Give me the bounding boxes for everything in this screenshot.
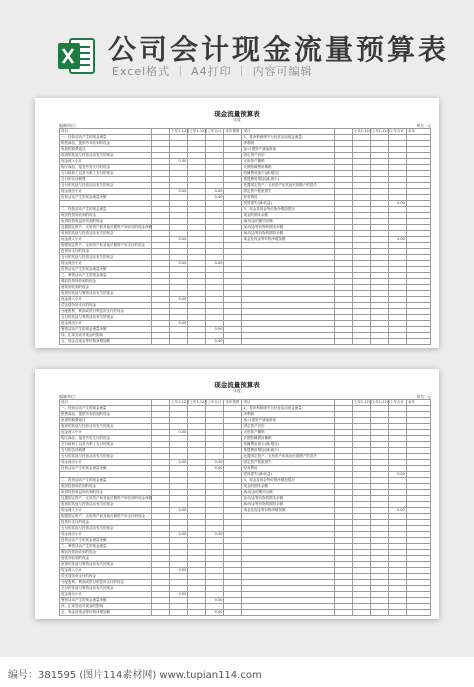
table-cell: 分配股利、利润或偿付利息所支付的现金: [60, 580, 152, 586]
table-cell: 偿还债务所支付的现金: [60, 574, 152, 580]
table-cell: 支付的其他与投资活动有关的现金: [60, 255, 152, 261]
table-cell: 减:现金等价物的期初余额: [242, 231, 334, 237]
table-cell: 现金流入小计: [60, 430, 152, 436]
table-cell: 投资损失(减:收益): [242, 201, 334, 207]
table-cell: 现金流入小计: [60, 237, 152, 243]
column-header: 本年: [406, 400, 430, 406]
table-cell: 0.00: [206, 610, 224, 616]
table-cell: 0.00: [170, 508, 188, 514]
table-cell: 投资损失(减:收益): [242, 472, 334, 478]
column-header: 上年合计: [206, 400, 224, 406]
table-cell: 收到的其他与筹资活动有关的现金: [60, 291, 152, 297]
table-cell: 收回投资所收到的现金: [60, 213, 152, 219]
column-header: 上年1-12月: [353, 400, 373, 404]
table-cell: 加:现金等价物的期末余额: [242, 496, 334, 502]
table-cell: [224, 339, 242, 345]
table-cell: [352, 339, 370, 345]
column-header: 项目: [242, 400, 334, 406]
column-header: 上年1-12月: [171, 400, 190, 404]
table-cell: 现金流入小计: [60, 568, 152, 574]
table-cell: 3、现金及现金等价物净增加情况: [242, 207, 334, 213]
table-cell: 二、投资活动产生的现金流量: [60, 478, 152, 484]
table-cell: 收到的其他与筹资活动有关的现金: [60, 562, 152, 568]
sheet-currency-label: 单位: 元: [416, 394, 431, 399]
table-cell: [188, 339, 206, 345]
table-cell: 无形资产摊销: [242, 430, 334, 436]
table-cell: [152, 339, 170, 345]
table-cell: 三、筹资活动产生的现金流量: [60, 544, 152, 550]
table-cell: [224, 610, 242, 616]
table-cell: 0.00: [170, 261, 188, 267]
table-cell: 支付的其他与筹资活动有关的现金: [60, 315, 152, 321]
table-cell: 收到的其他与经营活动有关的现金: [60, 424, 152, 430]
column-header: 上年1-12月: [371, 400, 391, 404]
table-cell: 投资活动产生的现金流量净额: [60, 538, 152, 544]
table-cell: 净利润: [242, 141, 334, 147]
table-cell: [388, 339, 406, 345]
table-cell: 待摊费用减少(减:增加): [242, 442, 334, 448]
table-cell: 支付的其他与经营活动有关的现金: [60, 454, 152, 460]
table-cell: 0.00: [388, 472, 406, 478]
table-cell: 收回投资所收到的现金: [60, 484, 152, 490]
table-cell: [170, 339, 188, 345]
table-cell: 0.00: [206, 189, 224, 195]
table-cell: 现金的期末余额: [242, 484, 334, 490]
table-cell: [334, 339, 352, 345]
page-title: 公司会计现金流量预算表: [108, 33, 450, 66]
table-cell: 无形资产摊销: [242, 159, 334, 165]
table-cell: 投资活动产生的现金流量净额: [60, 267, 152, 273]
table-cell: 加:现金等价物的期末余额: [242, 225, 334, 231]
table-cell: 支付的各项税费: [60, 177, 152, 183]
table-cell: 0.00: [206, 339, 224, 345]
table-cell: 五、现金及现金等价物净增加额: [60, 610, 152, 616]
table-cell: 三、筹资活动产生的现金流量: [60, 273, 152, 279]
table-cell: 经营活动产生的现金流量净额: [60, 195, 152, 201]
table-cell: [242, 610, 334, 616]
sheet-title: 现金流量预算表: [214, 381, 260, 389]
table-cell: 购买商品、接受劳务支付的现金: [60, 165, 152, 171]
table-cell: 减:现金的期初余额: [242, 490, 334, 496]
table-cell: 0.00: [170, 237, 188, 243]
table-cell: 0.00: [170, 159, 188, 165]
table-cell: 财务费用: [242, 195, 334, 201]
page-subtitle: Excel格式 ｜ A4打印 ｜ 内容可编辑: [112, 65, 313, 78]
table-cell: 处置固定资产、无形资产和其他长期资产所收回的现金净额: [61, 225, 152, 229]
table-cell: 借款所收到的现金: [60, 285, 152, 291]
table-cell: 长期待摊费用摊销: [242, 165, 334, 171]
table-cell: [188, 610, 206, 616]
table-cell: 净利润: [242, 412, 334, 418]
page-header: [0, 0, 474, 90]
table-cell: [370, 610, 388, 616]
table-cell: 0.00: [206, 195, 224, 201]
sheet-org-label: 编制单位:: [59, 123, 77, 128]
footer-text: 编号：381595 (图片114素材网) www.tupian114.com: [8, 670, 262, 681]
table-cell: 0.00: [206, 532, 224, 538]
table-cell: 购建固定资产、无形资产和其他长期资产所支付的现金: [60, 243, 152, 249]
sheet-preview-1: [35, 98, 439, 348]
table-cell: 处置固定资产、无形资产和其他长期资产的损失: [242, 454, 334, 460]
table-cell: 处置固定资产、无形资产和其他长期资产所收回的现金净额: [61, 496, 152, 500]
table-cell: 0.00: [206, 327, 224, 333]
table-cell: [170, 610, 188, 616]
table-cell: 现金及现金等价物净增加额: [242, 508, 334, 514]
table-cell: 0.00: [170, 592, 188, 598]
table-cell: 现金流出小计: [60, 189, 152, 195]
table-cell: 0.00: [170, 568, 188, 574]
column-header: 本年预算: [224, 400, 242, 406]
column-header: 本年: [406, 129, 430, 135]
table-cell: 收到的税费返还: [60, 418, 152, 424]
cashflow-table: [59, 399, 431, 616]
column-header: 上年1-12月: [353, 129, 373, 133]
table-cell: 借款所收到的现金: [60, 556, 152, 562]
table-cell: 现金的期末余额: [242, 213, 334, 219]
table-cell: 一、经营活动产生的现金流量: [60, 135, 152, 141]
table-cell: 长期待摊费用摊销: [242, 436, 334, 442]
table-cell: 0.00: [170, 430, 188, 436]
table-cell: 购买商品、接受劳务支付的现金: [60, 436, 152, 442]
table-cell: 0.00: [170, 297, 188, 303]
table-cell: 投资所支付的现金: [60, 520, 152, 526]
table-cell: 四、汇率变动对现金的影响: [60, 604, 152, 610]
table-cell: 支付的其他与投资活动有关的现金: [60, 526, 152, 532]
table-cell: 支付给职工以及为职工支付的现金: [60, 171, 152, 177]
table-cell: [406, 339, 430, 345]
sheet-unit: 年度: [233, 117, 241, 122]
table-cell: 现金流出小计: [60, 460, 152, 466]
column-header: 项目: [60, 129, 152, 135]
table-cell: 收到的其他与投资活动有关的现金: [60, 502, 152, 508]
table-cell: [334, 610, 352, 616]
table-cell: 固定资产报废损失: [242, 189, 334, 195]
table-cell: 财务费用: [242, 466, 334, 472]
table-cell: 减:现金等价物的期初余额: [242, 502, 334, 508]
table-cell: 减:现金的期初余额: [242, 219, 334, 225]
table-cell: 固定资产报废损失: [242, 460, 334, 466]
table-cell: 加:计提资产减值准备: [242, 418, 334, 424]
table-cell: 0.00: [388, 237, 406, 243]
table-cell: 固定资产折旧: [242, 153, 334, 159]
table-cell: 处置固定资产、无形资产和其他长期资产的损失: [242, 183, 334, 189]
cashflow-table: [59, 128, 431, 345]
table-cell: 销售商品、提供劳务收到的现金: [60, 141, 152, 147]
table-cell: 0.00: [170, 321, 188, 327]
table-cell: 现金流入小计: [60, 508, 152, 514]
table-cell: 1、将净利润调节为经营活动现金流量:: [242, 406, 334, 412]
table-cell: 加:计提资产减值准备: [242, 147, 334, 153]
sheet-unit: 年度: [233, 388, 241, 393]
table-cell: 现金流出小计: [60, 592, 152, 598]
table-cell: 支付的各项税费: [60, 448, 152, 454]
table-cell: [152, 610, 170, 616]
table-cell: 现金流出小计: [60, 261, 152, 267]
table-cell: 现金流入小计: [60, 159, 152, 165]
table-cell: 固定资产折旧: [242, 424, 334, 430]
table-cell: 经营活动产生的现金流量净额: [60, 466, 152, 472]
table-cell: 取得投资收益所收到的现金: [60, 490, 152, 496]
excel-icon: [58, 36, 96, 76]
column-header: 上年1-12月: [171, 129, 190, 133]
table-cell: [388, 610, 406, 616]
sheet-title: 现金流量预算表: [214, 110, 260, 118]
table-cell: 预提费用增加(减:减少): [242, 177, 334, 183]
table-cell: 四、汇率变动对现金的影响: [60, 333, 152, 339]
sheet-preview-2: [35, 369, 439, 619]
column-header: 上年合计: [206, 129, 224, 135]
table-cell: 0.00: [206, 466, 224, 472]
sheet-org-label: 编制单位:: [59, 394, 77, 399]
table-cell: [406, 610, 430, 616]
table-cell: 0.00: [170, 460, 188, 466]
table-cell: 一、经营活动产生的现金流量: [60, 406, 152, 412]
table-cell: 支付的其他与筹资活动有关的现金: [60, 586, 152, 592]
table-cell: 筹资活动产生的现金流量净额: [60, 327, 152, 333]
table-cell: 吸收投资所收到的现金: [60, 550, 152, 556]
table-cell: 偿还债务所支付的现金: [60, 303, 152, 309]
table-cell: 0.00: [388, 508, 406, 514]
column-header: 项目: [242, 129, 334, 135]
table-cell: 收到的其他与投资活动有关的现金: [60, 231, 152, 237]
table-cell: 收到的其他与经营活动有关的现金: [60, 153, 152, 159]
column-header: 上年1-12月: [189, 129, 208, 133]
table-cell: 0.00: [388, 201, 406, 207]
table-cell: 取得投资收益所收到的现金: [60, 219, 152, 225]
table-cell: 待摊费用减少(减:增加): [242, 171, 334, 177]
column-header: 项目: [60, 400, 152, 406]
table-cell: 0.00: [206, 261, 224, 267]
table-cell: 吸收投资所收到的现金: [60, 279, 152, 285]
table-cell: 筹资活动产生的现金流量净额: [60, 598, 152, 604]
table-cell: 投资所支付的现金: [60, 249, 152, 255]
table-cell: [370, 339, 388, 345]
table-cell: [242, 339, 334, 345]
table-cell: 3、现金及现金等价物净增加情况: [242, 478, 334, 484]
table-cell: 预提费用增加(减:减少): [242, 448, 334, 454]
column-header: 上年合计: [388, 129, 406, 135]
table-cell: 分配股利、利润或偿付利息所支付的现金: [60, 309, 152, 315]
table-cell: 0.00: [170, 189, 188, 195]
table-cell: 0.00: [206, 598, 224, 604]
table-cell: 销售商品、提供劳务收到的现金: [60, 412, 152, 418]
column-header: 上年1-12月: [371, 129, 391, 133]
table-cell: 0.00: [170, 532, 188, 538]
table-cell: 现金流入小计: [60, 297, 152, 303]
table-row: [60, 610, 431, 616]
table-row: [60, 339, 431, 345]
table-cell: 1、将净利润调节为经营活动现金流量:: [242, 135, 334, 141]
watermark-footer: [0, 657, 474, 687]
sheet-currency-label: 单位: 元: [416, 123, 431, 128]
column-header: 上年合计: [388, 400, 406, 406]
table-cell: 现金流出小计: [60, 532, 152, 538]
table-cell: 0.00: [206, 460, 224, 466]
table-cell: 二、投资活动产生的现金流量: [60, 207, 152, 213]
table-cell: 购建固定资产、无形资产和其他长期资产所支付的现金: [60, 514, 152, 520]
table-cell: [352, 610, 370, 616]
table-cell: 现金及现金等价物净增加额: [242, 237, 334, 243]
table-cell: 支付的其他与经营活动有关的现金: [60, 183, 152, 189]
table-cell: 收到的税费返还: [60, 147, 152, 153]
column-header: 本年预算: [224, 129, 242, 135]
table-cell: 支付给职工以及为职工支付的现金: [60, 442, 152, 448]
table-cell: 五、现金及现金等价物净增加额: [60, 339, 152, 345]
column-header: 上年1-12月: [189, 400, 208, 404]
table-cell: 现金流出小计: [60, 321, 152, 327]
